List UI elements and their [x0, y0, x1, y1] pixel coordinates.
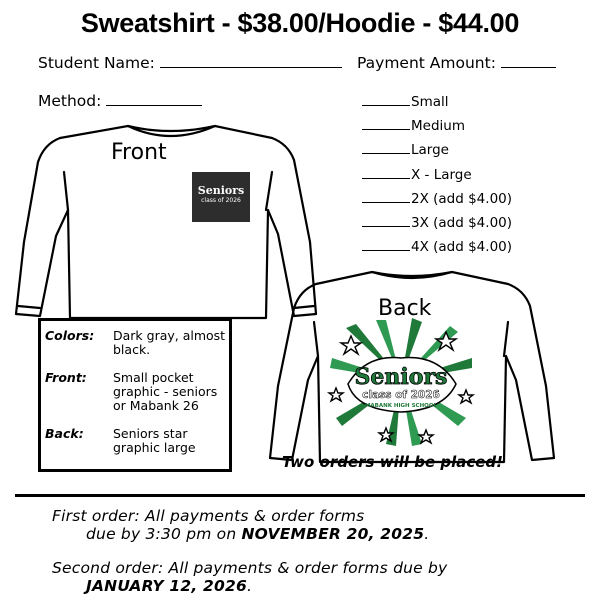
- info-front-value: Small pocket graphic - seniors or Mabank 26: [113, 370, 218, 413]
- size-blank[interactable]: [362, 188, 410, 203]
- size-blank[interactable]: [362, 115, 410, 130]
- first-order-line2: due by 3:30 pm on NOVEMBER 20, 2025.: [86, 525, 430, 543]
- size-blank[interactable]: [362, 236, 410, 251]
- info-box: [38, 318, 232, 472]
- graphic-seniors-text: Seniors: [354, 364, 448, 390]
- first-order-date: NOVEMBER 20, 2025: [241, 525, 425, 543]
- size-item-large[interactable]: [362, 138, 512, 162]
- size-item-2x[interactable]: [362, 187, 512, 211]
- graphic-school-text: MABANK HIGH SCHOOL: [364, 403, 438, 409]
- page-title: Sweatshirt - $38.00/Hoodie - $44.00: [80, 8, 520, 38]
- method-blank[interactable]: [106, 93, 202, 106]
- back-star-graphic: [326, 318, 476, 448]
- size-item-xlarge[interactable]: [362, 163, 512, 187]
- info-colors-key: Colors:: [45, 328, 95, 343]
- size-list: [362, 90, 512, 259]
- student-name-blank[interactable]: [160, 55, 342, 68]
- size-blank[interactable]: [362, 212, 410, 227]
- orders-notice: Two orders will be placed!: [282, 453, 503, 471]
- student-name-label: Student Name:: [38, 54, 155, 72]
- size-label: 2X (add $4.00): [411, 190, 513, 207]
- second-order-date: JANUARY 12, 2026: [86, 577, 247, 595]
- payment-amount-label: Payment Amount:: [357, 54, 496, 72]
- pocket-class-text: class of 2026: [201, 197, 241, 204]
- student-name-field[interactable]: [38, 54, 342, 72]
- method-label: Method:: [38, 92, 102, 110]
- back-label: Back: [378, 296, 432, 321]
- size-blank[interactable]: [362, 91, 410, 106]
- front-pocket-graphic: [192, 172, 250, 222]
- size-label: X - Large: [411, 166, 472, 183]
- first-order-line1: First order: All payments & order forms: [52, 507, 365, 525]
- info-colors-value: Dark gray, almost black.: [113, 328, 226, 357]
- size-label: 3X (add $4.00): [411, 215, 513, 232]
- pocket-seniors-text: Seniors: [197, 184, 245, 197]
- size-label: Medium: [411, 118, 465, 135]
- payment-amount-blank[interactable]: [501, 55, 556, 68]
- method-field[interactable]: [38, 92, 202, 110]
- size-label: 4X (add $4.00): [411, 239, 513, 256]
- info-front-key: Front:: [45, 370, 87, 385]
- info-back-key: Back:: [45, 426, 84, 441]
- section-divider: [15, 494, 585, 497]
- payment-amount-field[interactable]: [357, 54, 556, 72]
- front-label: Front: [111, 140, 167, 165]
- size-item-medium[interactable]: [362, 114, 512, 138]
- size-label: Small: [411, 94, 449, 110]
- size-item-3x[interactable]: [362, 211, 512, 235]
- second-order-line2: JANUARY 12, 2026.: [86, 577, 253, 595]
- size-blank[interactable]: [362, 139, 410, 154]
- size-item-4x[interactable]: [362, 235, 512, 259]
- graphic-class-text: class of 2026: [362, 389, 440, 401]
- size-blank[interactable]: [362, 164, 410, 179]
- info-back-value: Seniors star graphic large: [113, 426, 196, 455]
- size-label: Large: [411, 142, 449, 159]
- size-item-small[interactable]: [362, 90, 512, 114]
- second-order-line1: Second order: All payments & order forms due by: [52, 559, 448, 577]
- first-order-prefix: due by 3:30 pm on: [86, 525, 242, 543]
